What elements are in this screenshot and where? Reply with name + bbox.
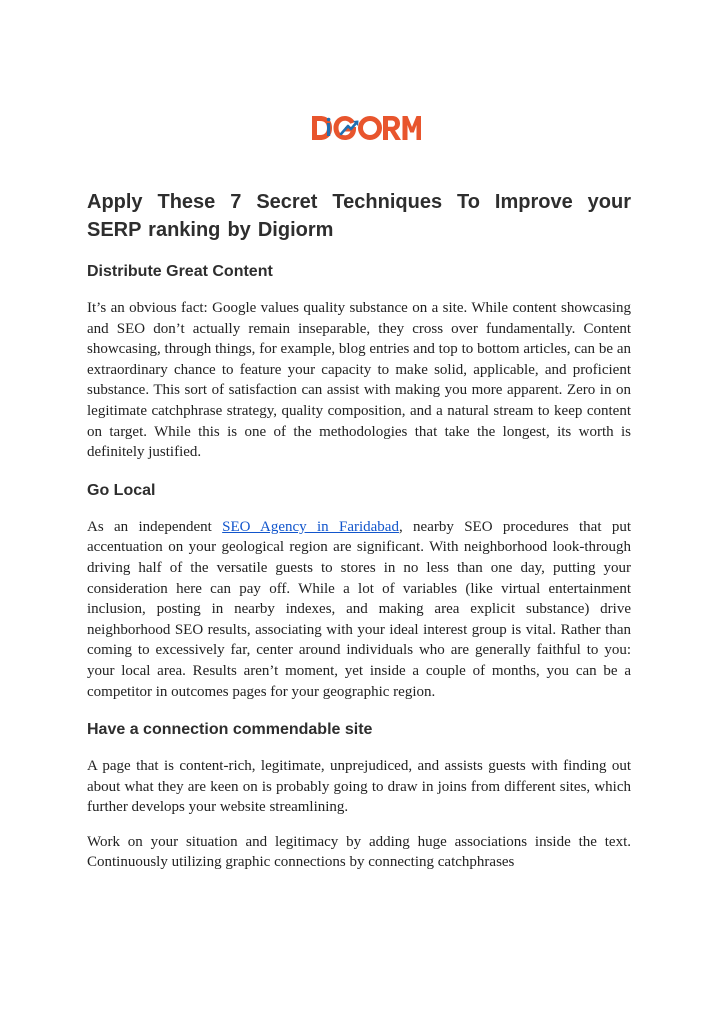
section-paragraph-connection-site-continued: Work on your situation and legitimacy by adding huge associations inside the text. Continuously utilizing graphic connections by connecting catchphrases <box>87 833 631 871</box>
seo-agency-faridabad-link[interactable]: SEO Agency in Faridabad <box>222 518 399 535</box>
digiorm-logo <box>311 113 421 143</box>
section-paragraph-distribute-content: It’s an obvious fact: Google values quality substance on a site. While content showcasing and SEO don’t actually remain inseparable, they cross over fundamentally. Content showcasing, through things, for example, blog entries and top to bottom articles, can be an extraordinary chance to feature your capacity to make solid, applicable, and proficient substance. This sort of satisfaction can assist with making you more apparent. Zero in on legitimate catchphrase strategy, quality composition, and a natural stream to keep content on target. While this is one of the methodologies that take the longest, its worth is definitely justified. <box>87 300 631 461</box>
section-heading-go-local: Go Local <box>87 481 156 499</box>
section-heading-connection-site: Have a connection commendable site <box>87 721 373 739</box>
paragraph-text: , nearby SEO procedures that put accentuation on your geological region are significant. With neighborhood look-through driving half of the versatile guests to stores in no less than one day, putting your consideration here can pay off. While a lot of variables (like virtual entertainment inclusion, posting in nearby indexes, and making area explicit substance) drive neighborhood SEO results, associating with your ideal interest group is vital. Rather than coming to excessively far, center around individuals who are generally faithful to you: your local area. Results aren’t moment, yet inside a couple of months, you can be a competitor in outcomes pages for your geographic region. <box>87 518 632 700</box>
section-paragraph-connection-site: A page that is content-rich, legitimate, unprejudiced, and assists guests with finding out about what they are keen on is probably going to draw in joins from different sites, which further develops your website streamlining. <box>87 758 631 816</box>
article-body <box>87 188 631 873</box>
article-title: Apply These 7 Secret Techniques To Improve your SERP ranking by Digiorm <box>87 191 631 241</box>
paragraph-text: As an independent <box>87 518 223 535</box>
section-heading-distribute-content: Distribute Great Content <box>87 263 273 280</box>
section-paragraph-go-local <box>87 517 631 702</box>
